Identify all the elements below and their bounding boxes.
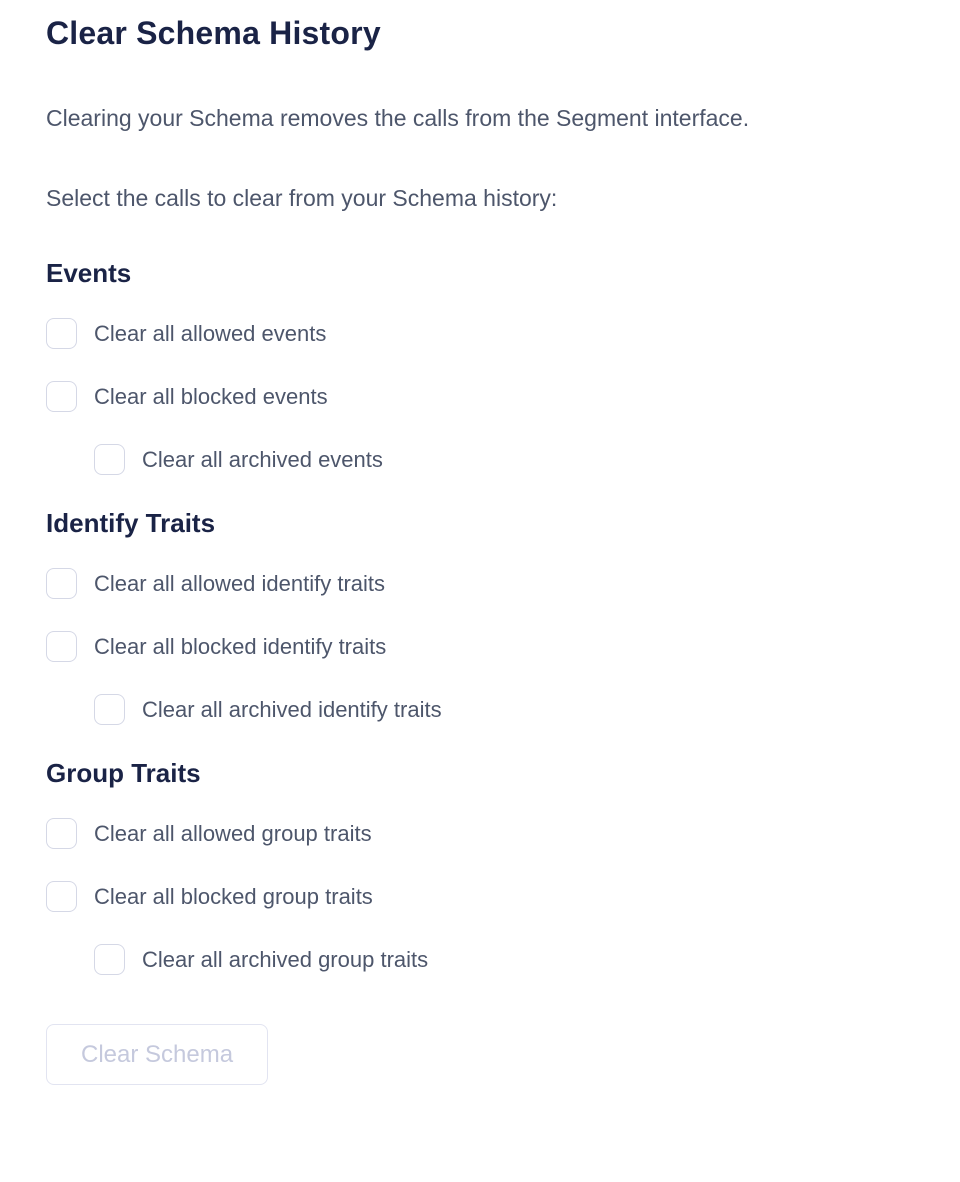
instruction-text: Select the calls to clear from your Schema history: [46,185,558,211]
intro-text: Clearing your Schema removes the calls from the Segment interface. [46,105,750,131]
checkbox-clear-allowed-identify-traits[interactable] [46,568,77,599]
checkbox-clear-archived-group-traits[interactable] [94,944,125,975]
checkbox-label-clear-archived-group-traits[interactable]: Clear all archived group traits [142,946,429,972]
checkbox-row [46,381,914,412]
checkbox-row [46,881,914,912]
checkbox-row [94,444,914,475]
checkbox-row [94,694,914,725]
checkbox-label-clear-allowed-identify-traits[interactable]: Clear all allowed identify traits [94,570,386,596]
clear-schema-button[interactable]: Clear Schema [46,1024,268,1085]
checkbox-clear-blocked-identify-traits[interactable] [46,631,77,662]
section-heading-identify-traits: Identify Traits [46,508,216,538]
checkbox-row [94,944,914,975]
checkbox-label-clear-allowed-group-traits[interactable]: Clear all allowed group traits [94,820,372,846]
checkbox-clear-allowed-events[interactable] [46,318,77,349]
checkbox-clear-archived-identify-traits[interactable] [94,694,125,725]
section-heading-events: Events [46,258,132,288]
checkbox-clear-allowed-group-traits[interactable] [46,818,77,849]
checkbox-row [46,318,914,349]
checkbox-label-clear-blocked-events[interactable]: Clear all blocked events [94,383,328,409]
checkbox-label-clear-archived-events[interactable]: Clear all archived events [142,446,383,472]
checkbox-row [46,568,914,599]
checkbox-label-clear-archived-identify-traits[interactable]: Clear all archived identify traits [142,696,442,722]
checkbox-label-clear-allowed-events[interactable]: Clear all allowed events [94,320,327,346]
group-traits-checkbox-group [46,818,914,975]
page-title: Clear Schema History [46,15,381,51]
checkbox-row [46,631,914,662]
checkbox-label-clear-blocked-group-traits[interactable]: Clear all blocked group traits [94,883,373,909]
checkbox-clear-blocked-group-traits[interactable] [46,881,77,912]
section-heading-group-traits: Group Traits [46,758,201,788]
checkbox-clear-blocked-events[interactable] [46,381,77,412]
checkbox-label-clear-blocked-identify-traits[interactable]: Clear all blocked identify traits [94,633,387,659]
checkbox-clear-archived-events[interactable] [94,444,125,475]
events-checkbox-group [46,318,914,475]
checkbox-row [46,818,914,849]
identify-traits-checkbox-group [46,568,914,725]
